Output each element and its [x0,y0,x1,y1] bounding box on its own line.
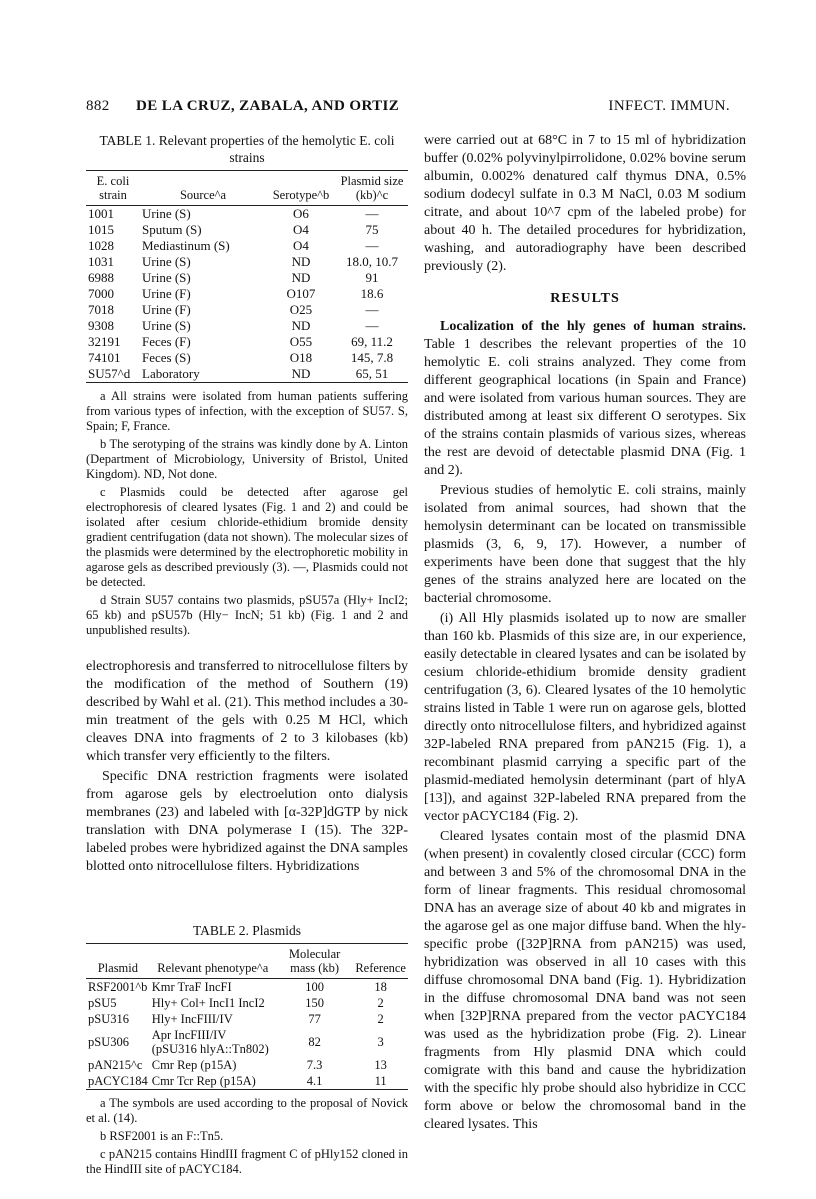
table1-row [86,206,408,223]
table2-footnote: a The symbols are used according to the proposal of Novick et al. (14). [86,1096,408,1125]
table1-row [86,318,408,334]
left-column [86,132,408,1177]
table1-cell: ND [291,270,311,285]
table1-cell: Urine (S) [142,206,191,221]
table2-cell: Cmr Tcr Rep (p15A) [150,1073,276,1090]
table2-row [86,1057,408,1073]
table1-row [86,302,408,318]
table2-cell: 18 [374,980,387,994]
table1-row [86,334,408,350]
running-authors: DE LA CRUZ, ZABALA, AND ORTIZ [136,98,400,114]
table2-footnote: c pAN215 contains HindIII fragment C of pHly152 cloned in the HindIII site of pACYC184. [86,1147,408,1176]
table2-cell: Cmr Rep (p15A) [151,1058,237,1072]
table1-cell: Urine (F) [142,302,191,317]
table1-header-cell: E. coli strain [86,171,140,206]
methods-paragraph: Specific DNA restriction fragments were isolated from agarose gels by electroelution onto dialysis membranes (23) and labeled with [α-32P]dGTP by nick translation with DNA polymerase I (15). The 32P-labeled probes were hybridized against the DNA samples blotted onto nitrocellulose filters. Hybridizations [86,769,408,874]
table2-cell: pSU316 [88,1012,129,1026]
table2-header-cell: Molecular mass (kb) [276,944,353,979]
table2-cell: 7.3 [306,1058,323,1072]
journal-name: INFECT. IMMUN. [608,98,730,114]
table1-cell: Feces (F) [142,334,191,349]
table1-cell: ND [291,254,311,269]
table2-header-cell: Reference [353,944,408,979]
table2-cell: 11 [353,1073,408,1090]
table1-cell: O25 [289,302,313,317]
table1-cell: ND [291,318,311,333]
table2-header-cell: Relevant phenotype^a [150,944,276,979]
table1-cell: 145, 7.8 [350,350,394,365]
table1-caption: TABLE 1. Relevant properties of the hemolytic E. coli strains [99,133,395,165]
table1-cell: — [365,206,379,221]
table1-cell: 32191 [88,334,121,349]
table2-footnotes [86,1096,408,1177]
table2-row [86,1073,408,1090]
table1-cell: 18.6 [360,286,384,301]
table2-cell: 100 [305,980,324,994]
hybridization-paragraph: were carried out at 68°C in 7 to 15 ml of hybridization buffer (0.02% polyvinylpirrolidone, 0.02% bovine serum albumin, 0.002% denatured calf thymus DNA, 0.5% sodium dodecyl sulfate in 0.3 M NaCl, 0.03 M sodium citrate, and about 10^7 cpm of the labeled probe) for about 40 h. The detailed procedures for hybridization, washing, and autoradiography have been described previously (2). [424,133,746,274]
table1-cell: 6988 [88,270,114,285]
table1-footnotes [86,389,408,638]
table2 [86,943,408,1090]
table1-cell: 1031 [88,254,114,269]
right-column [424,132,746,1136]
table1-row [86,222,408,238]
table1-cell: ND [266,366,336,383]
table1-header-cell: Source^a [140,171,266,206]
table2-row [86,979,408,996]
table1-cell: SU57^d [86,366,140,383]
table2-cell: Hly+ IncFIII/IV [151,1012,233,1026]
table1-footnote: a All strains were isolated from human patients suffering from various types of infection, with the exception of SU57. S, Spain; F, France. [86,389,408,433]
table1-cell: 7018 [88,302,114,317]
table1-footnote: d Strain SU57 contains two plasmids, pSU57a (Hly+ IncI2; 65 kb) and pSU57b (Hly− IncN; 51 kb) (Fig. 1 and 2 and unpublished results). [86,593,408,637]
results-paragraph-1: Localization of the hly genes of human strains. Table 1 describes the relevant properties of the 10 hemolytic E. coli strains analyzed. They come from different geographical locations (in Spain and France) and were isolated from various human sources. They are distributed among at least six different O serotypes. Six of the strains contain plasmids of various sizes, whereas the rest are devoid of detectable plasmid DNA (Fig. 1 and 2). [424,319,746,478]
table2-cell: 77 [308,1012,321,1026]
table1-cell: 75 [365,222,379,237]
results-paragraph-4: Cleared lysates contain most of the plasmid DNA (when present) in covalently closed circular (CCC) form and between 3 and 5% of the chromosomal DNA in the form of linear fragments. This residual chromosomal DNA has an average size of about 40 kb and migrates in the agarose gel as one major diffuse band. When the hly-specific probe ([32P]RNA from pAN215) was used, hybridization was observed in all 10 cases with this diffuse chromosomal DNA band (Fig. 1). Hybridization in the diffuse chromosomal DNA band was not seen when [32P]RNA prepared from the vector pACYC184 was used as the hybridization probe (Fig. 2). Linear fragments from Hly plasmid DNA which could comigrate with this band and cause the hybridization with the specific hly probe should also hybridize in CCC form above or below the chromosomal band in the cleared lysates. This [424,829,746,1132]
table2-row [86,995,408,1011]
table1-cell: O107 [286,286,316,301]
table1-cell: Feces (S) [142,350,191,365]
table2-caption: TABLE 2. Plasmids [192,923,302,938]
results-paragraph-3: (i) All Hly plasmids isolated up to now are smaller than 160 kb. Plasmids of this size are, in our experience, easily detectable in cleared lysates and can be isolated by cesium chloride-ethidium bromide density gradient centrifugation (3, 6). Cleared lysates of the 10 hemolytic strains listed in Table 1 were run on agarose gels, blotted directly onto nitrocellulose filters, and hybridized against 32P-labeled RNA prepared from pAN215 (Fig. 1), a recombinant plasmid carrying a specific part of the plasmid-mediated hemolysin determinant (part of hlyA [13]), and against 32P-labeled RNA prepared from the vector pACYC184 (Fig. 2). [424,611,746,824]
table1-footnote: c Plasmids could be detected after agarose gel electrophoresis of cleared lysates (Fig. 1 and 2) and could be isolated after cesium chloride-ethidium bromide density gradient centrifugation (data not shown). The molecular sizes of the plasmids were determined by the electrophoretic mobility in agarose gels as described previously (3). —, Plasmids could not be detected. [86,485,408,589]
table1-row [86,350,408,366]
table1-cell: — [365,238,379,253]
table1-cell: 1028 [88,238,114,253]
table2-row [86,1011,408,1027]
table2-cell: 82 [308,1035,321,1049]
table1-cell: O4 [293,222,309,237]
table1-cell: 9308 [88,318,114,333]
results-paragraph-2: Previous studies of hemolytic E. coli strains, mainly isolated from animal sources, had shown that the hemolysin determinant can be located on transmissible plasmids (3, 6, 9, 17). However, a number of experiments have been done that suggest that the hly genes of the strains analyzed here are located on the bacterial chromosome. [424,483,746,606]
table1-header-cell: Serotype^b [266,171,336,206]
table2-cell: pSU306 [88,1035,129,1049]
table2-cell: Hly+ Col+ IncI1 IncI2 [151,996,265,1010]
table1-cell: Mediastinum (S) [142,238,230,253]
table1-cell: Laboratory [140,366,266,383]
table1-cell: 18.0, 10.7 [346,254,398,269]
table1-cell: Urine (S) [142,254,191,269]
table1-cell: 65, 51 [336,366,408,383]
table1-row [86,270,408,286]
table2-header-cell: Plasmid [86,944,150,979]
table2-cell: pACYC184 [88,1074,148,1088]
table1-row [86,238,408,254]
table1-cell: Sputum (S) [142,222,202,237]
table1-cell: Urine (S) [142,318,191,333]
table2-cell: RSF2001^b [88,980,148,994]
table1-row [86,254,408,270]
table2-cell: 2 [377,996,384,1010]
page-number: 882 [86,98,110,114]
results-heading: RESULTS [550,291,620,306]
table1-cell: Urine (S) [142,270,191,285]
table1-row [86,366,408,383]
table1-cell: 1001 [88,206,114,221]
table2-cell: 2 [377,1012,384,1026]
methods-text [86,658,408,876]
table1-cell: — [365,318,379,333]
table1-footnote: b The serotyping of the strains was kindly done by A. Linton (Department of Microbiology, University of Bristol, United Kingdom). ND, Not done. [86,437,408,481]
table2-cell: Apr IncFIII/IV (pSU316 hlyA::Tn802) [151,1028,269,1056]
table2-cell: 13 [374,1058,387,1072]
table1-cell: 7000 [88,286,114,301]
table1-cell: 69, 11.2 [351,334,393,349]
table2-cell: Kmr TraF IncFI [151,980,232,994]
table2-footnote: b RSF2001 is an F::Tn5. [100,1129,224,1143]
results-subheading: Localization of the hly genes of human strains. [440,319,746,334]
table1-cell: — [365,302,379,317]
table2-cell: 4.1 [276,1073,353,1090]
methods-paragraph: electrophoresis and transferred to nitrocellulose filters by the modification of the method of Southern (19) described by Wahl et al. (21). This method includes a 30-min treatment of the gels with 0.25 M HCl, which cleaves DNA into fragments of 2 to 3 kilobases (kb) which transfer very efficiently to the filters. [86,659,408,764]
table1-cell: Urine (F) [142,286,191,301]
table1-cell: 1015 [88,222,114,237]
table2-cell: 3 [377,1035,384,1049]
table1-cell: 74101 [88,350,121,365]
table1-cell: O4 [293,238,309,253]
table2-cell: 150 [305,996,324,1010]
table1-cell: 91 [365,270,379,285]
page-header [86,98,730,118]
table1 [86,170,408,383]
table2-cell: pSU5 [88,996,117,1010]
table1-cell: O18 [289,350,313,365]
table2-cell: pAN215^c [88,1058,143,1072]
table1-cell: O6 [293,206,309,221]
table1-header-cell: Plasmid size (kb)^c [336,171,408,206]
table1-cell: O55 [289,334,313,349]
table2-row [86,1027,408,1057]
table1-row [86,286,408,302]
